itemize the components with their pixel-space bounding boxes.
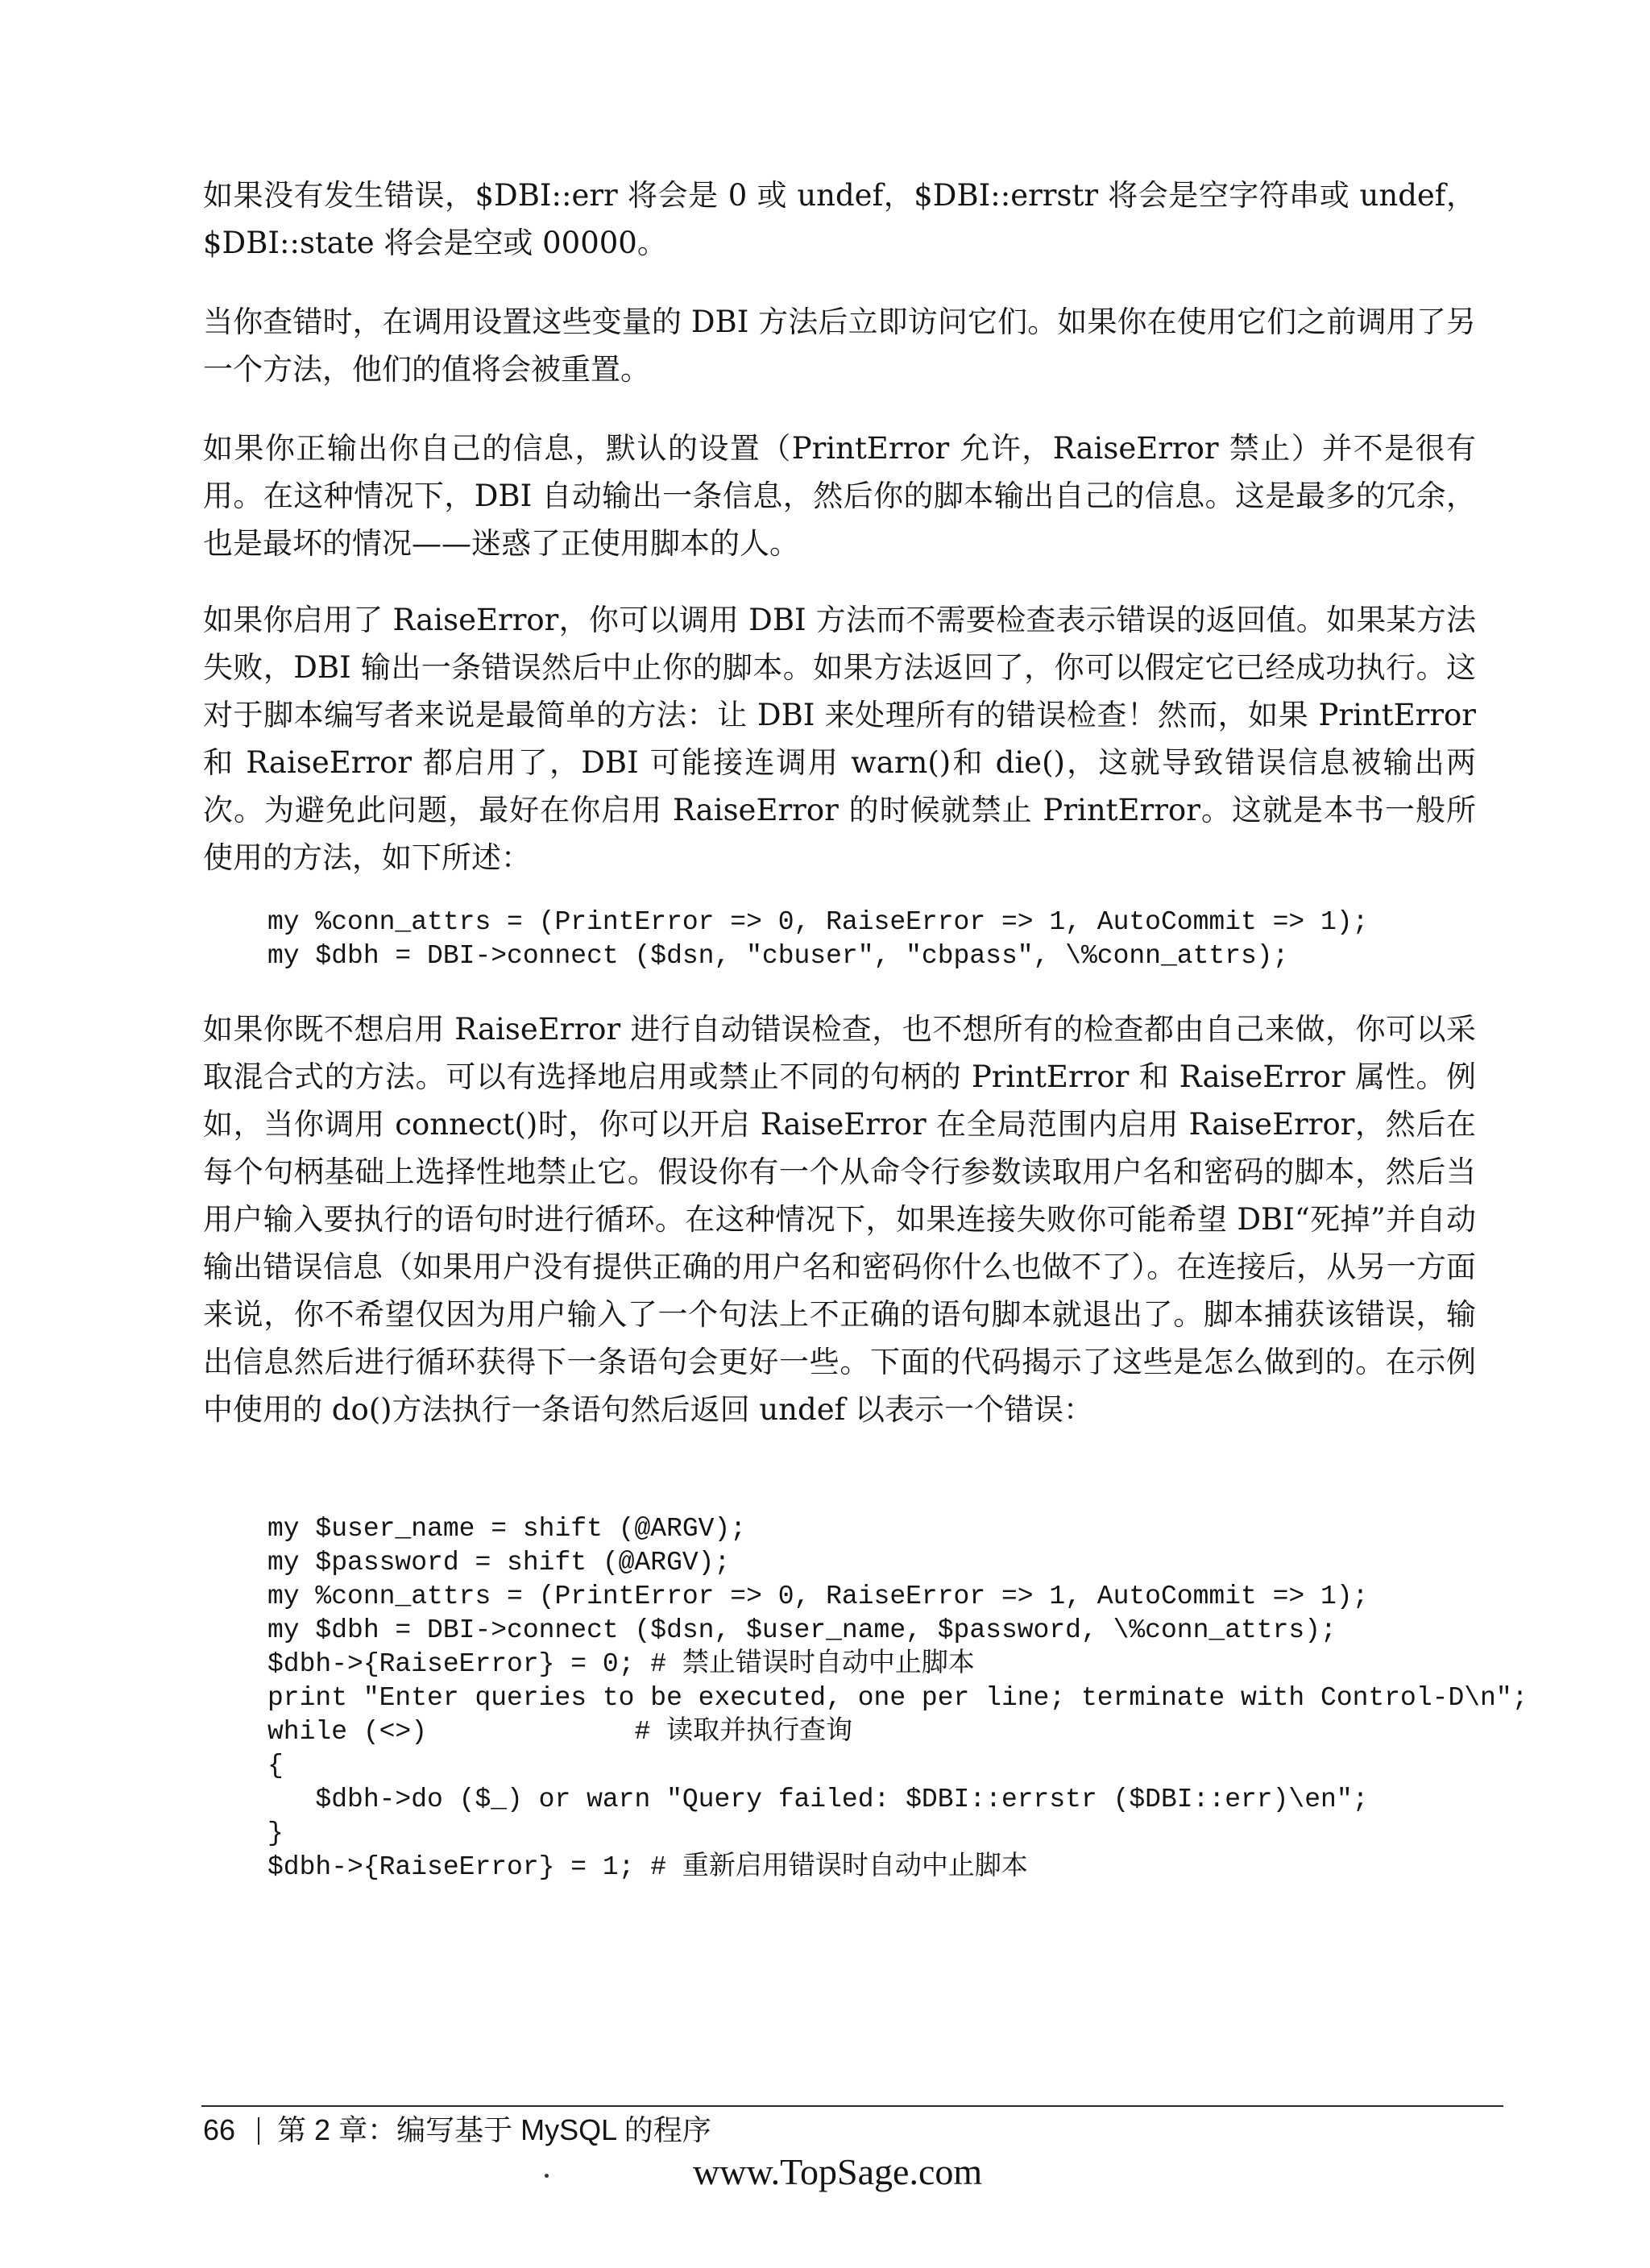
paragraph-default-settings: 如果你正输出你自己的信息，默认的设置（PrintError 允许，RaiseError 禁止）并不是很有用。在这种情况下，DBI 自动输出一条信息，然后你的脚本输出自己的信息。这是最多的冗余，也是最坏的情况——迷惑了正使用脚本的人。 [203,431,1476,561]
footer-divider [201,2105,1503,2107]
chapter-title: 第 2 章：编写基于 MySQL 的程序 [277,2113,711,2146]
paragraph-mixed-approach: 如果你既不想启用 RaiseError 进行自动错误检查，也不想所有的检查都由自己来做，你可以采取混合式的方法。可以有选择地启用或禁止不同的句柄的 PrintError 和 RaiseError 属性。例如，当你调用 connect()时，你可以开启 RaiseError 在全局范围内启用 RaiseError，然后在每个句柄基础上选择性地禁止它。假设你有一个从命令行参数读取用户名和密码的脚本，然后当用户输入要执行的语句时进行循环。在这种情况下，如果连接失败你可能希望 DBI“死掉”并自动输出错误信息（如果用户没有提供正确的用户名和密码你什么也做不了）。在连接后，从另一方面来说，你不希望仅因为用户输入了一个句法上不正确的语句脚本就退出了。脚本捕获该错误，输出信息然后进行循环获得下一条语句会更好一些。下面的代码揭示了这些是怎么做到的。在示例中使用的 do()方法执行一条语句然后返回 undef 以表示一个错误： [203,1012,1476,1427]
code-block-query-loop: my $user_name = shift (@ARGV); my $password = shift (@ARGV); my %conn_attrs = (PrintError => 0, RaiseError => 1, AutoCommit => 1); my $dbh = DBI->connect ($dsn, $user_name, $password, \%conn_attrs); $dbh->{RaiseError} = 0; # 禁止错误时自动中止脚本 print "Enter queries to be executed, one per line; terminate with Control-D\n"; while (<>) # 读取并执行查询 { $dbh->do ($_) or warn "Query failed: $DBI::errstr ($DBI::err)\en"; } $dbh->{RaiseError} = 1; # 重新启用错误时自动中止脚本 [267,1514,1528,1882]
website-url: www.TopSage.com [693,2151,983,2192]
paragraph-error-values: 如果没有发生错误，$DBI::err 将会是 0 或 undef，$DBI::errstr 将会是空字符串或 undef，$DBI::state 将会是空或 00000。 [203,178,1476,260]
page-number: 66 [203,2113,236,2146]
scan-dot [545,2174,549,2178]
page-footer [203,2113,711,2148]
paragraph-check-errors: 当你查错时，在调用设置这些变量的 DBI 方法后立即访问它们。如果你在使用它们之前调用了另一个方法，他们的值将会被重置。 [203,305,1476,387]
code-block-connect: my %conn_attrs = (PrintError => 0, RaiseError => 1, AutoCommit => 1); my $dbh = DBI->connect ($dsn, "cbuser", "cbpass", \%conn_attrs); [267,907,1369,971]
footer-separator [258,2117,259,2145]
paragraph-raiseerror: 如果你启用了 RaiseError，你可以调用 DBI 方法而不需要检查表示错误的返回值。如果某方法失败，DBI 输出一条错误然后中止你的脚本。如果方法返回了，你可以假定它已经成功执行。这对于脚本编写者来说是最简单的方法：让 DBI 来处理所有的错误检查！然而，如果 PrintError 和 RaiseError 都启用了，DBI 可能接连调用 warn()和 die()，这就导致错误信息被输出两次。为避免此问题，最好在你启用 RaiseError 的时候就禁止 PrintError。这就是本书一般所使用的方法，如下所述： [203,603,1476,875]
